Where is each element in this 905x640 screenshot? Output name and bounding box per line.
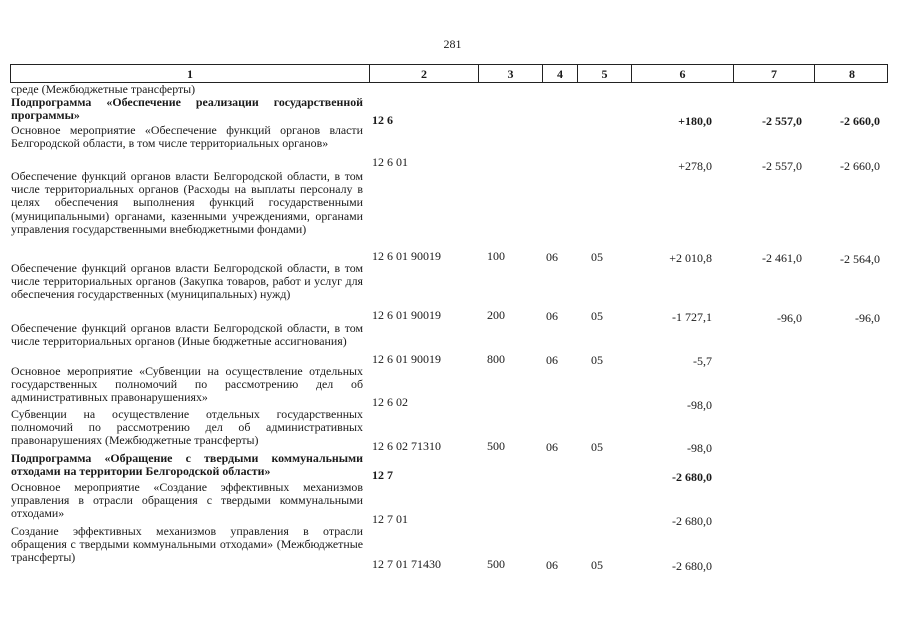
row-pr: 05 xyxy=(591,558,603,572)
row-description: Основное мероприятие «Создание эффективных механизмов управления в отрасли обращения с твердыми коммунальными отходами» xyxy=(11,480,363,521)
row-col6: -2 680,0 xyxy=(672,470,712,484)
header-col-5: 5 xyxy=(577,65,631,82)
row-col6: -98,0 xyxy=(687,441,712,455)
row-col7: -2 557,0 xyxy=(762,114,802,128)
row-col6: +180,0 xyxy=(678,114,712,128)
page-number: 281 xyxy=(443,37,462,51)
header-col-4: 4 xyxy=(542,65,577,82)
row-code: 12 6 01 90019 xyxy=(372,308,441,322)
row-rz: 06 xyxy=(546,309,558,323)
row-description: Основное мероприятие «Обеспечение функций органов власти Белгородской области, в том числе территориальных органов» xyxy=(11,123,363,151)
header-col-6: 6 xyxy=(631,65,733,82)
row-description: Обеспечение функций органов власти Белгородской области, в том числе территориальных органов (Закупка товаров, работ и услуг для обеспечения государственных (муниципальных) нужд) xyxy=(11,261,363,302)
row-col8: -96,0 xyxy=(855,311,880,325)
row-code: 12 6 xyxy=(372,113,393,127)
row-description: Основное мероприятие «Субвенции на осуществление отдельных государственных полномочий по рассмотрению дел об административных правонарушениях» xyxy=(11,364,363,405)
row-col8: -2 564,0 xyxy=(840,252,880,266)
row-pr: 05 xyxy=(591,309,603,323)
table-header xyxy=(10,64,888,83)
row-description: Обеспечение функций органов власти Белгородской области, в том числе территориальных органов (Иные бюджетные ассигнования) xyxy=(11,321,363,349)
row-vr: 500 xyxy=(487,557,505,571)
row-col6: -98,0 xyxy=(687,398,712,412)
row-code: 12 7 xyxy=(372,468,393,482)
row-col7: -96,0 xyxy=(777,311,802,325)
row-code: 12 6 01 90019 xyxy=(372,352,441,366)
header-col-1: 1 xyxy=(187,67,193,81)
row-col8: -2 660,0 xyxy=(840,159,880,173)
row-rz: 06 xyxy=(546,353,558,367)
row-description: Подпрограмма «Обращение с твердыми коммунальными отходами на территории Белгородской области» xyxy=(11,451,363,479)
row-description: Создание эффективных механизмов управления в отрасли обращения с твердыми коммунальными отходами» (Межбюджетные трансферты) xyxy=(11,524,363,565)
row-code: 12 7 01 71430 xyxy=(372,557,441,571)
header-col-7: 7 xyxy=(733,65,814,82)
row-code: 12 6 01 90019 xyxy=(372,249,441,263)
row-code: 12 7 01 xyxy=(372,512,408,526)
row-col7: -2 557,0 xyxy=(762,159,802,173)
row-col6: -5,7 xyxy=(693,354,712,368)
header-col-8: 8 xyxy=(814,65,889,82)
row-description: Обеспечение функций органов власти Белгородской области, в том числе территориальных органов (Расходы на выплаты персоналу в целях обеспечения выполнения функций государственными (муниципальными) органами, казенными учреждениями, органами управления государственными внебюджетными фондами) xyxy=(11,169,363,236)
row-vr: 200 xyxy=(487,308,505,322)
row-description: среде (Межбюджетные трансферты) xyxy=(11,82,196,96)
row-rz: 06 xyxy=(546,440,558,454)
row-col6: +2 010,8 xyxy=(669,251,712,265)
row-rz: 06 xyxy=(546,558,558,572)
header-col-2: 2 xyxy=(369,65,478,82)
row-rz: 06 xyxy=(546,250,558,264)
row-vr: 500 xyxy=(487,439,505,453)
row-pr: 05 xyxy=(591,250,603,264)
row-vr: 100 xyxy=(487,249,505,263)
header-col-3: 3 xyxy=(478,65,542,82)
row-col8: -2 660,0 xyxy=(840,114,880,128)
row-pr: 05 xyxy=(591,353,603,367)
row-col6: -2 680,0 xyxy=(672,514,712,528)
row-code: 12 6 02 71310 xyxy=(372,439,441,453)
row-vr: 800 xyxy=(487,352,505,366)
row-col7: -2 461,0 xyxy=(762,251,802,265)
row-col6: -2 680,0 xyxy=(672,559,712,573)
row-col6: -1 727,1 xyxy=(672,310,712,324)
row-code: 12 6 02 xyxy=(372,395,408,409)
row-pr: 05 xyxy=(591,440,603,454)
row-description: Субвенции на осуществление отдельных государственных полномочий по рассмотрению дел об административных правонарушениях (Межбюджетные трансферты) xyxy=(11,407,363,448)
row-col6: +278,0 xyxy=(678,159,712,173)
row-code: 12 6 01 xyxy=(372,155,408,169)
row-description: Подпрограмма «Обеспечение реализации государственной программы» xyxy=(11,95,363,123)
